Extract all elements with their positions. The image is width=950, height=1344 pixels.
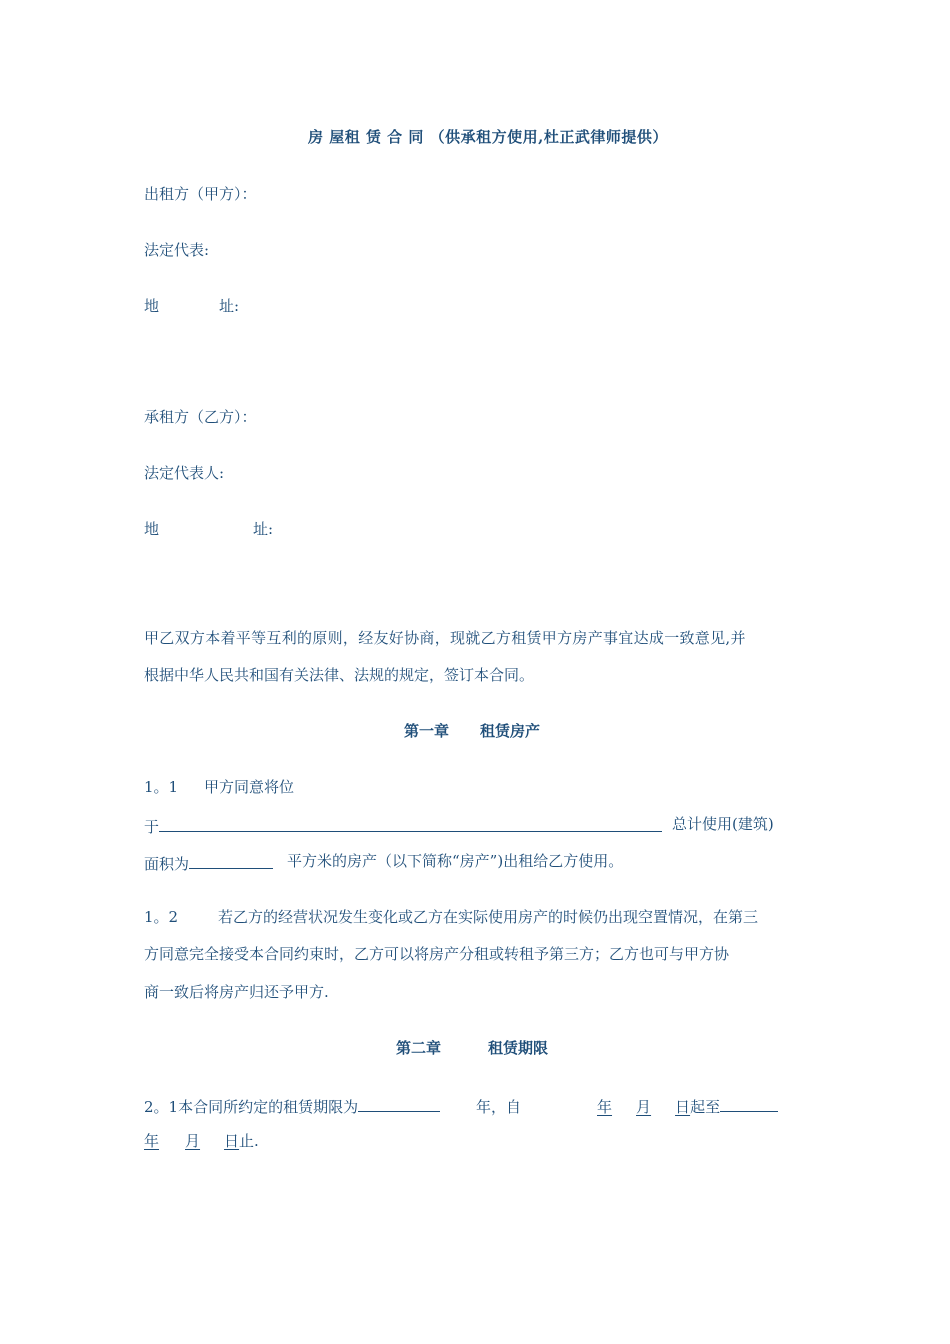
area-label: 面积为 — [144, 855, 190, 873]
clause-1-1-prefix: 于 — [144, 818, 160, 836]
term-year-from-label: 年，自 — [476, 1098, 522, 1116]
clause-1-2-number: 1。2 — [144, 908, 179, 926]
chapter1-heading-title: 租赁房产 — [480, 722, 541, 740]
end-suffix: 止. — [239, 1132, 259, 1150]
location-blank — [159, 814, 662, 832]
end-year-label: 年 — [144, 1132, 160, 1150]
clause-2-1-line-2 — [144, 1131, 259, 1151]
chapter2-heading-title: 租赁期限 — [488, 1039, 549, 1057]
clause-1-2-line-2: 方同意完全接受本合同约束时，乙方可以将房产分租或转租予第三方；乙方也可与甲方协 — [144, 945, 730, 963]
chapter2-heading-number: 第二章 — [396, 1039, 442, 1057]
term-years-blank — [358, 1094, 440, 1112]
until-label: 起至 — [690, 1098, 721, 1116]
clause-1-2-line-1: 若乙方的经营状况发生变化或乙方在实际使用房产的时候仍出现空置情况，在第三 — [218, 908, 759, 926]
clause-1-1-total-area-label: 总计使用(建筑) — [672, 815, 774, 833]
preamble-line-2: 根据中华人民共和国有关法律、法规的规定，签订本合同。 — [144, 666, 535, 684]
area-blank — [189, 851, 273, 869]
clause-1-1-area-suffix: 平方米的房产（以下简称“房产”)出租给乙方使用。 — [287, 852, 624, 870]
lessee-label: 承租方（乙方）： — [144, 408, 257, 426]
clause-1-1-line-2 — [144, 814, 662, 837]
lessee-representative-label: 法定代表人: — [144, 464, 225, 482]
clause-1-2-line-3: 商一致后将房产归还予甲方. — [144, 983, 329, 1001]
chapter1-heading-number: 第一章 — [404, 722, 450, 740]
document-title: 房 屋租 赁 合 同 （供承租方使用,杜正武律师提供） — [308, 128, 668, 146]
clause-2-1-line-1 — [144, 1094, 440, 1117]
clause-1-1-line-1: 甲方同意将位 — [204, 778, 295, 796]
start-day-label: 日 — [675, 1098, 691, 1116]
start-date-fields — [521, 1098, 690, 1116]
end-day-label: 日 — [224, 1132, 240, 1150]
lessee-address-label-a: 地 — [144, 520, 160, 538]
lessor-label: 出租方（甲方）： — [144, 185, 257, 203]
clause-1-1-number: 1。1 — [144, 778, 179, 796]
lessor-address-label-a: 地 — [144, 297, 160, 315]
lessor-representative-label: 法定代表: — [144, 241, 210, 259]
end-date-blank — [720, 1094, 778, 1112]
lessor-address-label-b: 址: — [219, 297, 240, 315]
lessee-address-label-b: 址: — [253, 520, 274, 538]
term-from-group — [476, 1094, 778, 1117]
preamble-line-1: 甲乙双方本着平等互利的原则，经友好协商，现就乙方租赁甲方房产事宜达成一致意见,并 — [144, 629, 746, 647]
end-month-label: 月 — [185, 1132, 201, 1150]
term-label: 2。1本合同所约定的租赁期限为 — [144, 1098, 359, 1116]
start-year-label: 年 — [597, 1098, 613, 1116]
end-date-fields — [144, 1132, 239, 1150]
start-month-label: 月 — [636, 1098, 652, 1116]
clause-1-1-line-3 — [144, 851, 273, 874]
